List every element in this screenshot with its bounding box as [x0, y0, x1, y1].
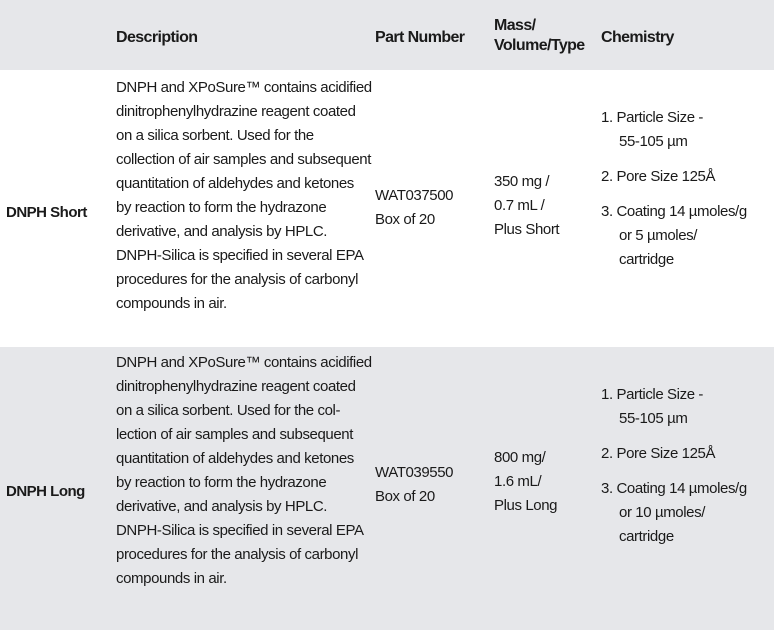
- mass-line: 1.6 mL/: [494, 473, 542, 490]
- chemistry-item: [601, 106, 747, 154]
- mass-cell: [494, 347, 594, 630]
- chemistry-line: or 10 µmoles/: [619, 504, 705, 521]
- chemistry-line: 2. Pore Size 125Å: [601, 445, 716, 462]
- description-line: by reaction to form the hydrazone: [116, 199, 327, 216]
- description-cell: [116, 70, 372, 347]
- description-line: quantitation of aldehydes and ketones: [116, 450, 354, 467]
- description-line: on a silica sorbent. Used for the col-: [116, 402, 341, 419]
- description-line: dinitrophenylhydrazine reagent coated: [116, 103, 356, 120]
- description-line: lection of air samples and subsequent: [116, 426, 354, 443]
- description-line: compounds in air.: [116, 295, 227, 312]
- description-cell: [116, 347, 372, 630]
- mass-cell: [494, 70, 594, 347]
- chemistry-item: [601, 383, 747, 431]
- description-line: procedures for the analysis of carbonyl: [116, 271, 359, 288]
- chemistry-item: [601, 200, 747, 272]
- chemistry-line: 3. Coating 14 µmoles/g: [601, 203, 747, 220]
- mass-line: 0.7 mL /: [494, 197, 545, 214]
- chemistry-cell: [601, 347, 771, 630]
- description-line: DNPH and XPoSure™ contains acidified: [116, 354, 372, 371]
- chemistry-line: 55-105 µm: [619, 133, 688, 150]
- header-mass-volume-type: [494, 0, 594, 70]
- description-line: derivative, and analysis by HPLC.: [116, 498, 328, 515]
- chemistry-line: 1. Particle Size -: [601, 109, 704, 126]
- chemistry-item: [601, 442, 747, 466]
- description-line: collection of air samples and subsequent: [116, 151, 371, 168]
- header-name: [6, 0, 110, 70]
- chemistry-list: [601, 106, 747, 283]
- description-line: compounds in air.: [116, 570, 227, 587]
- chemistry-line: 2. Pore Size 125Å: [601, 168, 716, 185]
- mass-line: Plus Long: [494, 497, 558, 514]
- chemistry-line: 3. Coating 14 µmoles/g: [601, 480, 747, 497]
- header-mass-line-1: Mass/: [494, 17, 536, 34]
- description-line: DNPH-Silica is specified in several EPA: [116, 522, 364, 539]
- chemistry-item: [601, 477, 747, 549]
- chemistry-line: cartridge: [619, 528, 674, 545]
- description-line: procedures for the analysis of carbonyl: [116, 546, 359, 563]
- description-line: DNPH and XPoSure™ contains acidified: [116, 79, 372, 96]
- chemistry-line: 55-105 µm: [619, 410, 688, 427]
- table-row: [0, 70, 774, 347]
- part-number-cell: [375, 70, 487, 347]
- chemistry-line: cartridge: [619, 251, 674, 268]
- description-line: derivative, and analysis by HPLC.: [116, 223, 328, 240]
- chemistry-line: 1. Particle Size -: [601, 386, 704, 403]
- table-header-row: [0, 0, 774, 70]
- description-line: DNPH-Silica is specified in several EPA: [116, 247, 364, 264]
- row-name-cell: [6, 70, 110, 347]
- chemistry-list: [601, 383, 747, 560]
- mass-line: 350 mg /: [494, 173, 550, 190]
- table-row: [0, 347, 774, 630]
- header-chemistry: Chemistry: [601, 29, 674, 46]
- header-description: Description: [116, 29, 198, 46]
- description-line: on a silica sorbent. Used for the: [116, 127, 314, 144]
- part-number: WAT039550: [375, 464, 454, 481]
- header-mass-line-2: Volume/Type: [494, 37, 585, 54]
- mass-line: Plus Short: [494, 221, 560, 238]
- chemistry-item: [601, 165, 747, 189]
- part-number-cell: [375, 347, 487, 630]
- description-line: dinitrophenylhydrazine reagent coated: [116, 378, 356, 395]
- row-name-cell: [6, 347, 110, 630]
- row-name: DNPH Short: [6, 204, 87, 221]
- chemistry-cell: [601, 70, 771, 347]
- chemistry-line: or 5 µmoles/: [619, 227, 698, 244]
- package-quantity: Box of 20: [375, 488, 435, 505]
- description-line: quantitation of aldehydes and ketones: [116, 175, 354, 192]
- row-name: DNPH Long: [6, 483, 85, 500]
- package-quantity: Box of 20: [375, 211, 435, 228]
- header-part-number: Part Number: [375, 29, 465, 46]
- mass-line: 800 mg/: [494, 449, 546, 466]
- part-number: WAT037500: [375, 187, 454, 204]
- description-line: by reaction to form the hydrazone: [116, 474, 327, 491]
